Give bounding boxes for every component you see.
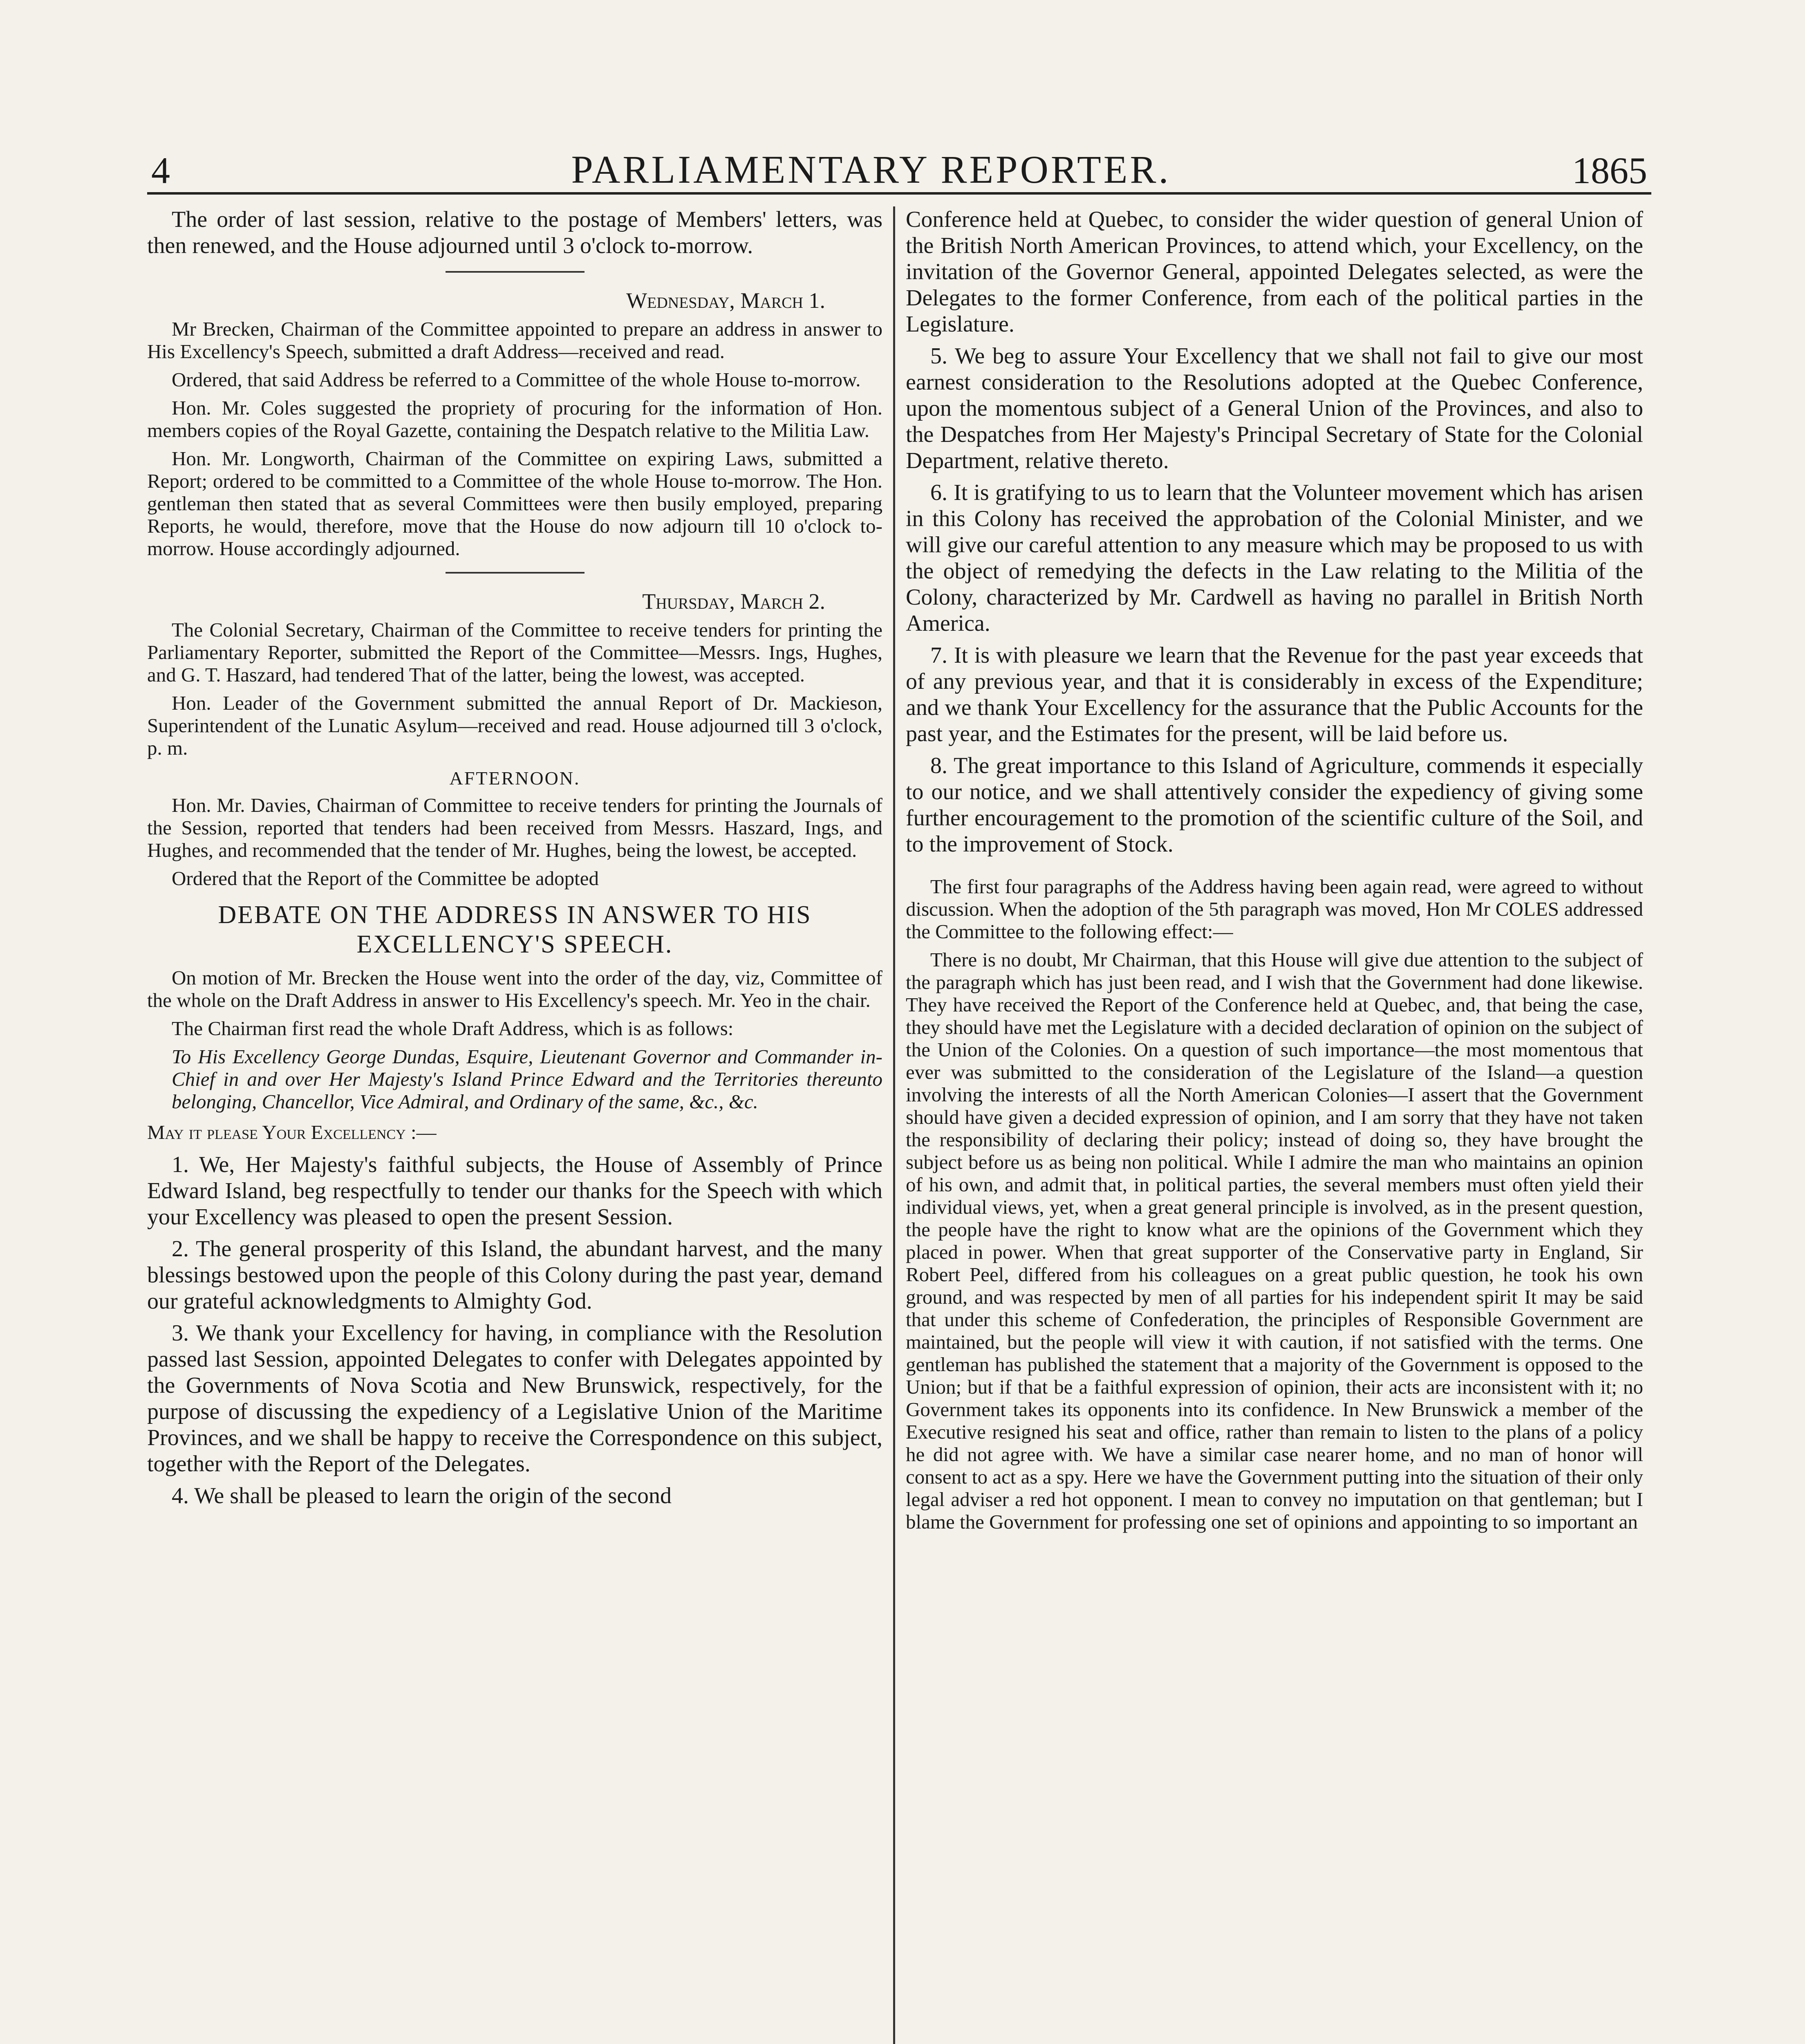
divider: [446, 271, 584, 273]
paragraph: 4. We shall be pleased to learn the origin of the second: [172, 1483, 672, 1508]
right-column: [895, 206, 1643, 2044]
page-header: [147, 131, 1651, 195]
paragraph: 2. The general prosperity of this Island, the abundant harvest, and the many blessings bestowed upon the people of this Colony during the past year, demand our grateful acknowledgments to Almighty God.: [147, 1236, 882, 1314]
paragraph: There is no doubt, Mr Chairman, that this House will give due attention to the subject of the paragraph which has just been read, and I wish that the Government had done likewise. They have received the Report of the Conference held at Quebec, and, that being the case, they should have met the Legislature with a decided declaration of opinion on the subject of the Union of the Colonies. On a question of such importance—the most momentous that ever was submitted to the consideration of the Legislature of the Island—a question involving the interests of all the North American Colonies—I assert that the Government should have given a decided expression of opinion, and I am sorry that they have not taken the responsibility of declaring their policy; instead of doing so, they have brought the subject before us as being non political. While I admire the man who maintains an opinion of his own, and admit that, in political parties, the several members must often yield their individual views, yet, when a great general principle is involved, as in the present question, the people have the right to know what are the opinions of the Government which they placed in power. When that great supporter of the Conservative party in England, Sir Robert Peel, differed from his colleagues on a great public question, he took his own ground, and was respected by men of all parties for his independent spirit It may be said that under this scheme of Confederation, the principles of Responsible Government are maintained, but the people will view it with caution, if not satisfied with the terms. One gentleman has published the statement that a majority of the Government is opposed to the Union; but if that be a faithful expression of opinion, their acts are inconsistent with it; no Government takes its opponents into its confidence. In New Brunswick a member of the Executive resigned his seat and office, rather than remain to listen to the plans of a policy he did not agree with. We have a similar case nearer home, and no man of honor will consent to act as a spy. Here we have the Government putting into the situation of their only legal adviser a red hot opponent. I mean to convey no imputation on that gentleman; but I blame the Government for professing one set of opinions and appointing to so important an: [906, 948, 1643, 1533]
masthead-title: PARLIAMENTARY REPORTER.: [571, 148, 1171, 191]
paragraph: Ordered that the Report of the Committee be adopted: [172, 867, 599, 890]
paragraph: 7. It is with pleasure we learn that the Revenue for the past year exceeds that of any previous year, and that it is considerably in excess of the Expenditure; and we thank Your Excellency for the assurance that the Public Accounts for the past year, and the Estimates for the present, will be laid before us.: [906, 643, 1643, 746]
paragraph: Mr Brecken, Chairman of the Committee appointed to prepare an address in answer to His Excellency's Speech, submitted a draft Address—received and read.: [147, 318, 882, 363]
paragraph: On motion of Mr. Brecken the House went into the order of the day, viz, Committee of the whole on the Draft Address in answer to His Excellency's speech. Mr. Yeo in the chair.: [147, 966, 882, 1011]
paragraph: Hon. Leader of the Government submitted the annual Report of Dr. Mackieson, Superintendent of the Lunatic Asylum—received and read. House adjourned till 3 o'clock, p. m.: [147, 692, 882, 759]
address-recipient: To His Excellency George Dundas, Esquire, Lieutenant Governor and Commander in-Chief in and over Her Majesty's Island Prince Edward and the Territories thereunto belonging, Chancellor, Vice Admiral, and Ordinary of the same, &c., &c.: [172, 1045, 882, 1113]
paragraph: Hon. Mr. Coles suggested the propriety of procuring for the information of Hon. members copies of the Royal Gazette, containing the Despatch relative to the Militia Law.: [147, 397, 882, 442]
spacer: [906, 863, 1643, 875]
paragraph: The order of last session, relative to the postage of Members' letters, was then renewed, and the House adjourned until 3 o'clock to-morrow.: [147, 207, 882, 258]
columns: [147, 206, 1651, 2044]
section-heading: DEBATE ON THE ADDRESS IN ANSWER TO HIS EXCELLENCY'S SPEECH.: [218, 901, 812, 958]
paragraph: The Chairman first read the whole Draft Address, which is as follows:: [172, 1017, 734, 1040]
paragraph: 1. We, Her Majesty's faithful subjects, the House of Assembly of Prince Edward Island, beg respectfully to tender our thanks for the Speech with which your Excellency was pleased to open the present Session.: [147, 1152, 882, 1230]
paragraph: Hon. Mr. Davies, Chairman of Committee to receive tenders for printing the Journals of the Session, reported that tenders had been received from Messrs. Haszard, Ings, and Hughes, and recommended that the tender of Mr. Hughes, being the lowest, be accepted.: [147, 794, 882, 861]
page-year: 1865: [1572, 150, 1647, 191]
paragraph: Conference held at Quebec, to consider the wider question of general Union of the British North American Provinces, to attend which, your Excellency, on the invitation of the Governor General, appointed Delegates selected, as were the Delegates to the former Conference, from each of the political parties in the Legislature.: [906, 207, 1643, 337]
dateline: Thursday, March 2.: [642, 589, 825, 614]
paragraph: 5. We beg to assure Your Excellency that we shall not fail to give our most earnest consideration to the Resolutions adopted at the Quebec Conference, upon the momentous subject of a General Union of the Provinces, and also to the Despatches from Her Majesty's Principal Secretary of State for the Colonial Department, relative thereto.: [906, 343, 1643, 473]
paragraph: Hon. Mr. Longworth, Chairman of the Committee on expiring Laws, submitted a Report; ordered to be committed to a Committee of the whole House to-morrow. The Hon. gentleman then stated that as several Committees were then busily employed, preparing Reports, he would, therefore, move that the House do now adjourn till 10 o'clock to-morrow. House accordingly adjourned.: [147, 447, 882, 560]
paragraph: 8. The great importance to this Island of Agriculture, commends it especially to our notice, and we shall attentively consider the expediency of giving some further encouragement to the promotion of the scientific culture of the Soil, and to the improvement of Stock.: [906, 753, 1643, 857]
paragraph: The Colonial Secretary, Chairman of the Committee to receive tenders for printing the Parliamentary Reporter, submitted the Report of the Committee—Messrs. Ings, Hughes, and G. T. Haszard, had tendered That of the latter, being the lowest, was accepted.: [147, 619, 882, 686]
section-label: AFTERNOON.: [449, 768, 580, 789]
salutation: May it please Your Excellency :—: [147, 1121, 437, 1143]
paragraph: 3. We thank your Excellency for having, in compliance with the Resolution passed last Session, appointed Delegates to confer with Delegates appointed by the Governments of Nova Scotia and New Brunswick, respectively, for the purpose of discussing the expediency of a Legislative Union of the Maritime Provinces, and we shall be happy to receive the Correspondence on this subject, together with the Report of the Delegates.: [147, 1320, 882, 1477]
dateline: Wednesday, March 1.: [626, 288, 825, 313]
paragraph: The first four paragraphs of the Address having been again read, were agreed to without discussion. When the adoption of the 5th paragraph was moved, Hon Mr COLES addressed the Committee to the following effect:—: [906, 875, 1643, 943]
paragraph: 6. It is gratifying to us to learn that the Volunteer movement which has arisen in this Colony has received the approbation of the Colonial Minister, and we will give our careful attention to any measure which may be proposed to us with the object of remedying the defects in the Law relating to the Militia of the Colony, characterized by Mr. Cardwell as having no parallel in British North America.: [906, 480, 1643, 636]
left-column: [147, 206, 895, 2044]
paragraph: Ordered, that said Address be referred to a Committee of the whole House to-morrow.: [172, 368, 861, 391]
page-number: 4: [151, 150, 170, 191]
divider: [446, 572, 584, 574]
